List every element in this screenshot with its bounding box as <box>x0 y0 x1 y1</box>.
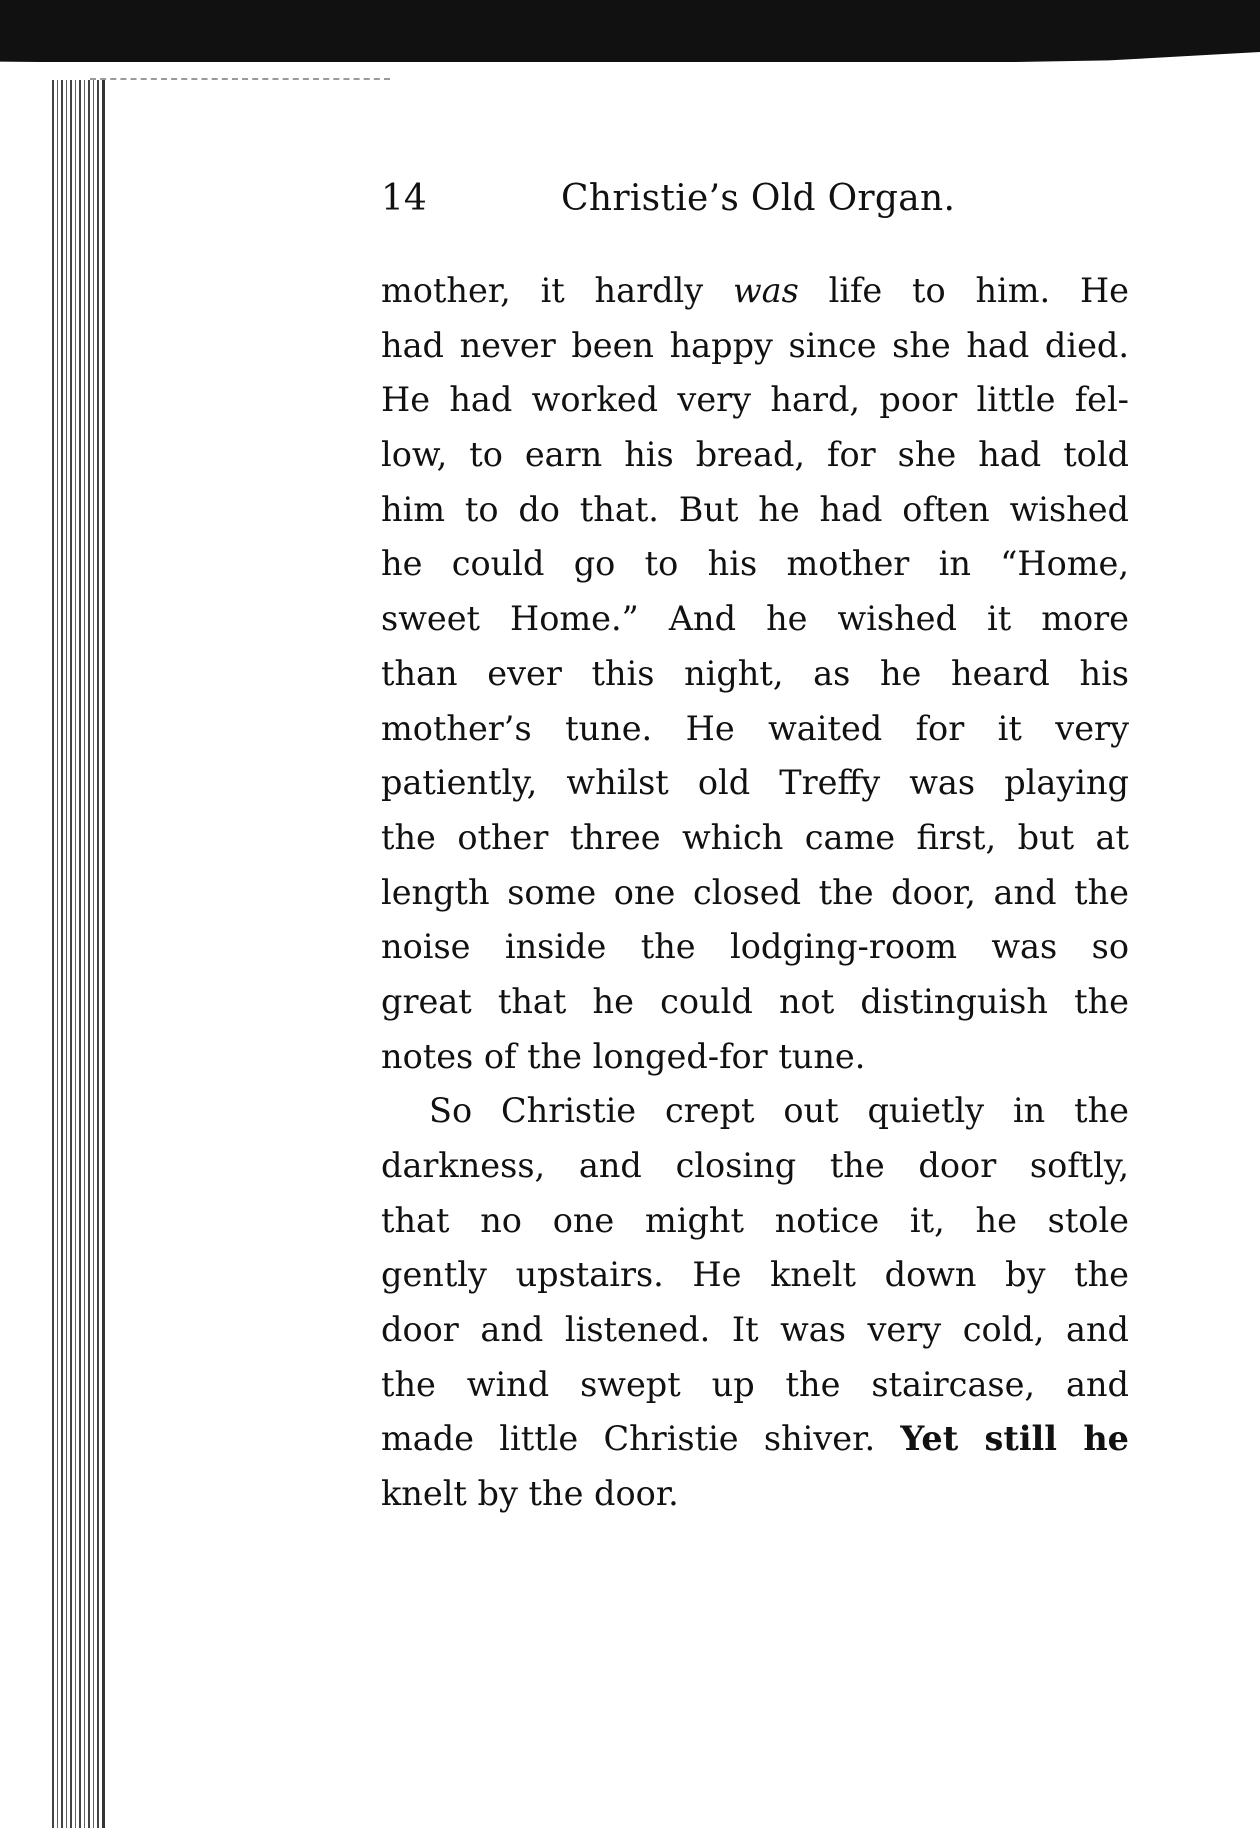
text-line: darkness, and closing the door softly, <box>381 1146 1129 1185</box>
text-line: gently upstairs. He knelt down by the <box>381 1255 1129 1295</box>
text-line: great that he could not distinguish the <box>381 981 1129 1021</box>
emphasis-was: was <box>732 271 799 310</box>
text-line: noise inside the lodging-room was so <box>381 927 1129 967</box>
text-line: the wind swept up the staircase, and <box>381 1364 1129 1404</box>
running-head <box>381 178 1129 238</box>
running-title: Christie’s Old Organ. <box>561 178 956 219</box>
paragraph-1 <box>381 264 1129 1084</box>
scan-top-edge <box>0 0 1260 62</box>
book-binding-border <box>102 80 105 1828</box>
text-line: door and listened. It was very cold, and <box>381 1310 1129 1350</box>
text-line: he could go to his mother in “Home, <box>381 544 1129 584</box>
bold-text: Yet still he <box>900 1419 1129 1459</box>
text-line: patiently, whilst old Treffy was playing <box>381 763 1129 803</box>
text-line: knelt by the door. <box>381 1474 679 1514</box>
text-line: that no one might notice it, he stole <box>381 1200 1129 1240</box>
text-line: length some one closed the door, and the <box>381 872 1129 912</box>
text-line: So Christie crept out quietly in the <box>429 1091 1129 1131</box>
scan-artifact-line <box>90 78 390 82</box>
book-binding-edge <box>52 80 104 1828</box>
text-line: He had worked very hard, poor little fel- <box>381 380 1129 420</box>
page-number: 14 <box>381 178 427 219</box>
paragraph-2 <box>381 1084 1129 1522</box>
text-line: than ever this night, as he heard his <box>381 653 1129 693</box>
text-line: the other three which came first, but at <box>381 817 1129 857</box>
text-line: mother, it hardly was life to him. He <box>381 271 1129 310</box>
text-line: low, to earn his bread, for she had told <box>381 435 1129 475</box>
text-line: sweet Home.” And he wished it more <box>381 599 1129 639</box>
text-line: made little Christie shiver. Yet still he <box>381 1419 1129 1459</box>
text-line: notes of the longed-for tune. <box>381 1036 866 1076</box>
text-line: mother’s tune. He waited for it very <box>381 708 1129 748</box>
book-page <box>381 178 1129 1522</box>
text-line: had never been happy since she had died. <box>381 325 1129 365</box>
text-line: him to do that. But he had often wished <box>381 489 1129 529</box>
